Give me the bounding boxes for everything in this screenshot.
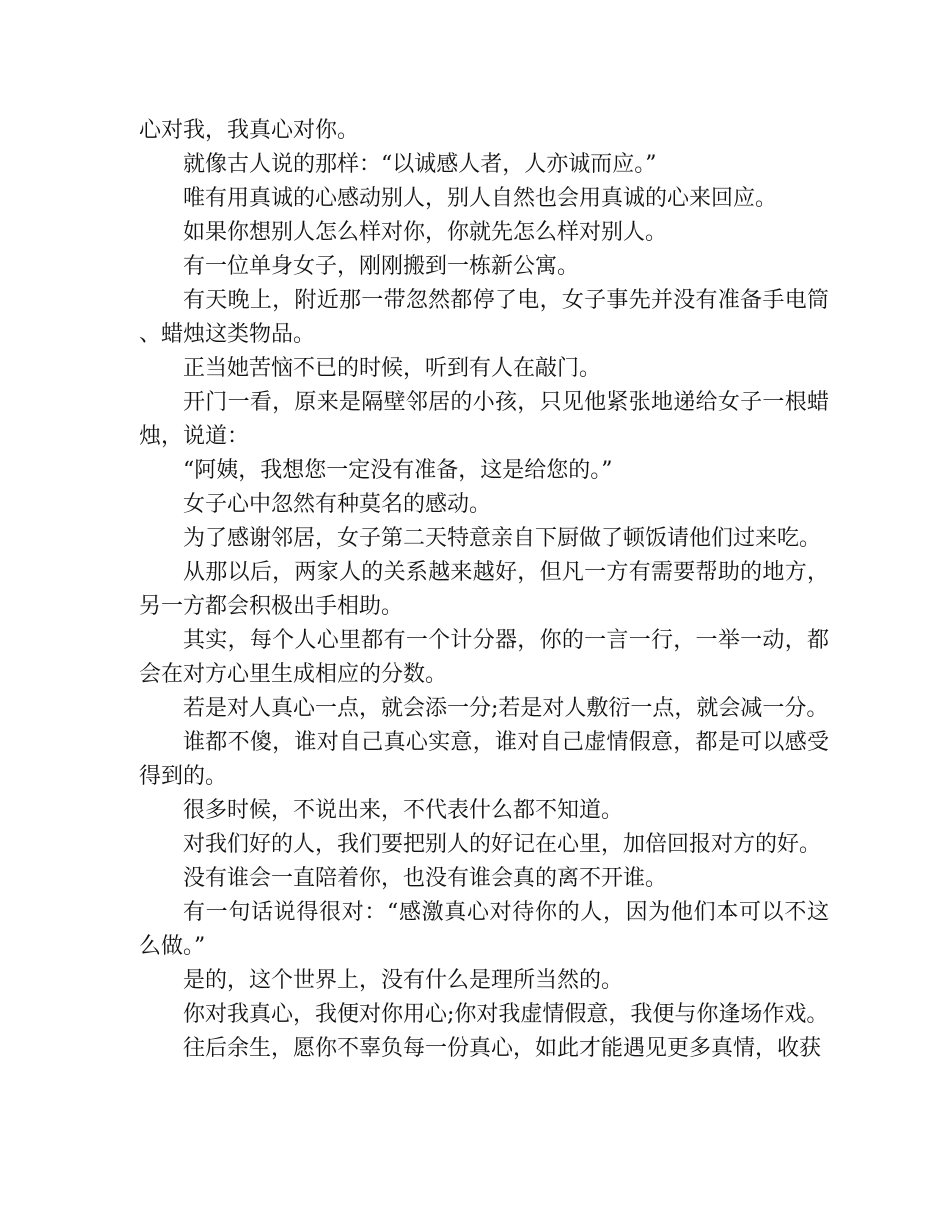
paragraph-continued: 心对我，我真心对你。: [139, 118, 360, 143]
paragraph: 女子心中忽然有种莫名的感动。: [183, 492, 492, 517]
paragraph: 其实，每个人心里都有一个计分器，你的一言一行，一举一动，都会在对方心里生成相应的分数。: [139, 628, 829, 687]
paragraph: 有天晚上，附近那一带忽然都停了电，女子事先并没有准备手电筒、蜡烛这类物品。: [139, 288, 829, 347]
paragraph: “阿姨，我想您一定没有准备，这是给您的。”: [183, 458, 613, 483]
paragraph: 谁都不傻，谁对自己真心实意，谁对自己虚情假意，都是可以感受得到的。: [139, 730, 829, 789]
paragraph: 没有谁会一直陪着你，也没有谁会真的离不开谁。: [183, 866, 668, 891]
paragraph: 是的，这个世界上，没有什么是理所当然的。: [183, 968, 624, 993]
paragraph: 正当她苦恼不已的时候，听到有人在敲门。: [183, 356, 602, 381]
paragraph: 从那以后，两家人的关系越来越好，但凡一方有需要帮助的地方，另一方都会积极出手相助。: [139, 560, 829, 619]
paragraph: 有一位单身女子，刚刚搬到一栋新公寓。: [183, 254, 580, 279]
paragraph: 就像古人说的那样：“以诚感人者，人亦诚而应。”: [183, 152, 657, 177]
paragraph: 如果你想别人怎么样对你，你就先怎么样对别人。: [183, 220, 668, 245]
paragraph: 你对我真心，我便对你用心;你对我虚情假意，我便与你逢场作戏。: [183, 1002, 829, 1027]
paragraph: 对我们好的人，我们要把别人的好记在心里，加倍回报对方的好。: [183, 832, 822, 857]
document-body: [139, 114, 829, 1066]
paragraph: 若是对人真心一点，就会添一分;若是对人敷衍一点，就会减一分。: [183, 696, 829, 721]
paragraph: 往后余生，愿你不辜负每一份真心，如此才能遇见更多真情，收获: [183, 1036, 822, 1061]
paragraph: 有一句话说得很对：“感激真心对待你的人，因为他们本可以不这么做。”: [139, 900, 829, 959]
paragraph: 开门一看，原来是隔壁邻居的小孩，只见他紧张地递给女子一根蜡烛，说道：: [139, 390, 829, 449]
paragraph: 为了感谢邻居，女子第二天特意亲自下厨做了顿饭请他们过来吃。: [183, 526, 822, 551]
paragraph: 唯有用真诚的心感动别人，别人自然也会用真诚的心来回应。: [183, 186, 778, 211]
paragraph: 很多时候，不说出来，不代表什么都不知道。: [183, 798, 624, 823]
